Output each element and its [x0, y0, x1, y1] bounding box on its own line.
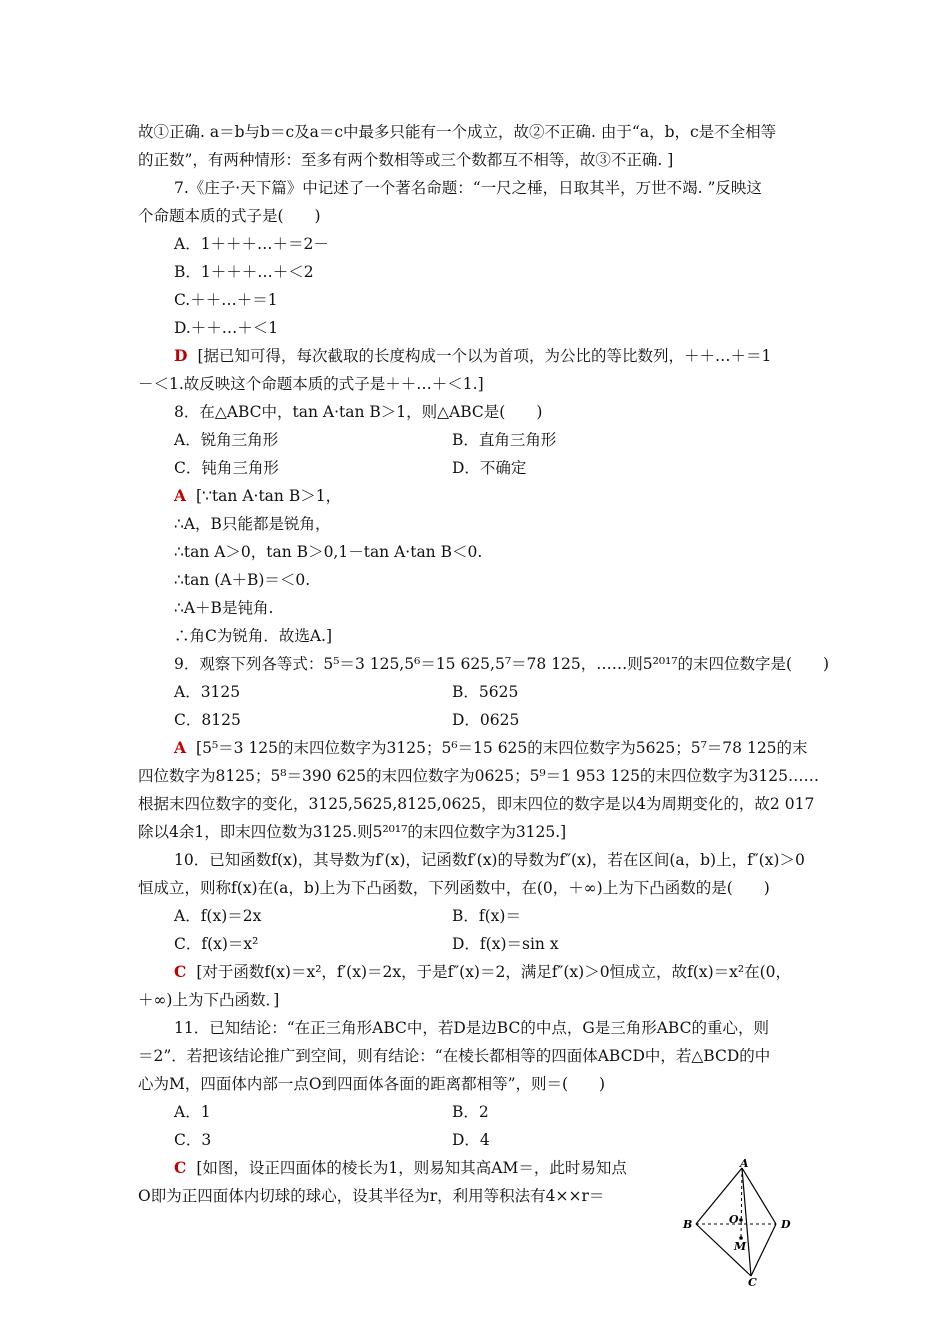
- answer-10-cont: ＋∞)上为下凸函数．]: [138, 991, 280, 1009]
- point-o: [739, 1218, 743, 1222]
- q8-option-b: B．直角三角形: [452, 431, 557, 449]
- label-d: D: [781, 1218, 791, 1231]
- q11-option-d: D．4: [452, 1131, 490, 1149]
- answer-8-line: ∴tan (A＋B)＝＜0.: [174, 571, 311, 589]
- q10-option-b: B．f(x)＝: [452, 907, 521, 925]
- answer-9-line: 除以4余1，即末四位数为3125.则5²⁰¹⁷的末四位数字为3125.]: [138, 823, 567, 841]
- q11-option-b: B．2: [452, 1103, 489, 1121]
- answer-letter: D: [174, 346, 188, 365]
- answer-letter: A: [174, 486, 187, 505]
- q9-option-d: D．0625: [452, 711, 520, 729]
- answer-text: [据已知可得，每次截取的长度构成一个以为首项，为公比的等比数列，＋＋…＋＝1: [197, 347, 772, 365]
- label-m: M: [734, 1240, 747, 1253]
- q8-option-a: A．锐角三角形: [174, 431, 279, 449]
- edge-ac: [742, 1168, 751, 1276]
- q9-option-b: B．5625: [452, 683, 519, 701]
- q10-option-c: C．f(x)＝x²: [174, 935, 259, 953]
- question-11-cont: 心为M，四面体内部一点O到四面体各面的距离都相等”，则＝( ): [138, 1075, 606, 1093]
- answer-7: [174, 346, 771, 366]
- answer-11-cont: O即为正四面体内切球的球心，设其半径为r，利用等积法有4××r＝: [138, 1187, 605, 1205]
- q9-option-a: A．3125: [174, 683, 241, 701]
- question-11-cont: ＝2”．若把该结论推广到空间，则有结论：“在棱长都相等的四面体ABCD中，若△BCD的中: [138, 1047, 771, 1065]
- text-line: 的正数”，有两种情形：至多有两个数相等或三个数都互不相等，故③不正确. ]: [138, 151, 674, 169]
- answer-8-line: ∴角C为锐角．故选A.]: [174, 627, 333, 645]
- answer-8-line: ∴A，B只能都是锐角，: [174, 515, 331, 533]
- height-am: [741, 1168, 742, 1238]
- question-10: 10．已知函数f(x)，其导数为f′(x)，记函数f′(x)的导数为f″(x)，若在区间(a，b)上，f″(x)＞0: [174, 851, 805, 869]
- q8-option-c: C．钝角三角形: [174, 459, 279, 477]
- answer-letter: A: [174, 738, 187, 757]
- answer-text: [∵tan A·tan B＞1，: [196, 487, 342, 505]
- answer-11: [174, 1158, 627, 1178]
- answer-7-cont: －＜1.故反映这个命题本质的式子是＋＋…＋＜1.]: [138, 375, 484, 393]
- tetrahedron-figure: [678, 1158, 808, 1288]
- answer-8-line: ∴tan A＞0，tan B＞0,1－tan A·tan B＜0.: [174, 543, 483, 561]
- answer-text: [如图，设正四面体的棱长为1，则易知其高AM＝，此时易知点: [196, 1159, 627, 1177]
- question-7: 7.《庄子·天下篇》中记述了一个著名命题：“一尺之棰，日取其半，万世不竭. ”反映这: [174, 179, 762, 197]
- q7-option-d: D.＋＋…＋＜1: [174, 319, 279, 337]
- q7-option-a: A．1＋＋＋…＋＝2－: [174, 235, 329, 253]
- answer-text: [5⁵＝3 125的末四位数字为3125；5⁶＝15 625的末四位数字为5625；5⁷＝78 125的末: [196, 739, 808, 757]
- q11-option-c: C．3: [174, 1131, 212, 1149]
- q11-option-a: A．1: [174, 1103, 211, 1121]
- question-11: 11．已知结论：“在正三角形ABC中，若D是边BC的中点，G是三角形ABC的重心，则: [174, 1019, 769, 1037]
- answer-text: [对于函数f(x)＝x²，f′(x)＝2x，于是f″(x)＝2，满足f″(x)＞0恒成立，故f(x)＝x²在(0，: [196, 963, 791, 981]
- text-line: 故①正确. a＝b与b＝c及a＝c中最多只能有一个成立，故②不正确. 由于“a，b，c是不全相等: [138, 123, 777, 141]
- q9-option-c: C．8125: [174, 711, 241, 729]
- question-7-cont: 个命题本质的式子是( ): [138, 207, 321, 225]
- label-c: C: [748, 1276, 757, 1288]
- answer-8-line: ∴A＋B是钝角.: [174, 599, 274, 617]
- q7-option-b: B．1＋＋＋…＋＜2: [174, 263, 314, 281]
- label-a: A: [740, 1158, 749, 1170]
- label-o: O: [729, 1213, 739, 1226]
- q10-option-a: A．f(x)＝2x: [174, 907, 262, 925]
- answer-9-line: 四位数字为8125；5⁸＝390 625的末四位数字为0625；5⁹＝1 953 125的末四位数字为3125……: [138, 767, 819, 785]
- answer-9-line: 根据末四位数字的变化，3125,5625,8125,0625，即末四位的数字是以4为周期变化的，故2 017: [138, 795, 815, 813]
- answer-9: [174, 738, 808, 758]
- answer-letter: C: [174, 1158, 187, 1177]
- answer-10: [174, 962, 791, 982]
- question-8: 8．在△ABC中，tan A·tan B＞1，则△ABC是( ): [174, 403, 543, 421]
- label-b: B: [683, 1218, 693, 1231]
- question-10-cont: 恒成立，则称f(x)在(a，b)上为下凸函数，下列函数中，在(0，＋∞)上为下凸函数的是( ): [138, 879, 770, 897]
- q7-option-c: C.＋＋…＋＝1: [174, 291, 278, 309]
- edge-ad: [742, 1168, 776, 1224]
- q8-option-d: D．不确定: [452, 459, 527, 477]
- question-9: 9．观察下列各等式：5⁵＝3 125,5⁶＝15 625,5⁷＝78 125，……则5²⁰¹⁷的末四位数字是( ): [174, 655, 830, 673]
- edge-dc: [751, 1224, 776, 1276]
- answer-letter: C: [174, 962, 187, 981]
- answer-8: [174, 486, 341, 506]
- q10-option-d: D．f(x)＝sin x: [452, 935, 559, 953]
